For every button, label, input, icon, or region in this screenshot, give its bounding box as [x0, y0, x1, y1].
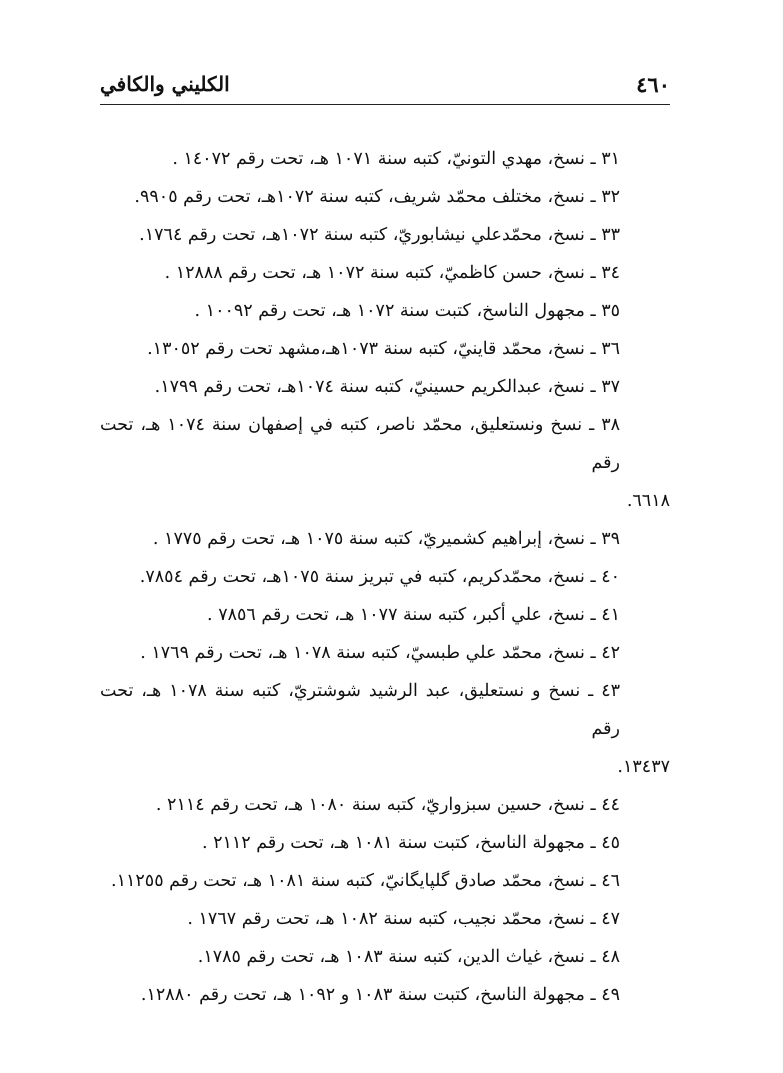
list-item: ٣١ ـ نسخ، مهدي التونيّ، كتبه سنة ١٠٧١ هـ، تحت رقم ١٤٠٧٢ . [172, 149, 620, 169]
running-title: الكليني والكافي [100, 72, 230, 96]
header-divider [100, 104, 670, 105]
list-item: ٣٩ ـ نسخ، إبراهيم كشميريّ، كتبه سنة ١٠٧٥ هـ، تحت رقم ١٧٧٥ . [152, 529, 620, 549]
list-item: ٤٨ ـ نسخ، غياث الدين، كتبه سنة ١٠٨٣ هـ، تحت رقم ١٧٨٥. [197, 947, 620, 967]
list-item: ٣٢ ـ نسخ، مختلف محمّد شريف، كتبه سنة ١٠٧٢هـ، تحت رقم ٩٩٠٥. [134, 187, 620, 207]
list-item: ٣٣ ـ نسخ، محمّدعلي نيشابوريّ، كتبه سنة ١٠٧٢هـ، تحت رقم ١٧٦٤. [139, 225, 620, 245]
list-item: ٤٩ ـ مجهولة الناسخ، كتبت سنة ١٠٨٣ و ١٠٩٢ هـ، تحت رقم ١٢٨٨٠. [140, 985, 620, 1005]
list-item [100, 406, 670, 520]
list-item-continuation: ١٣٤٣٧. [617, 757, 670, 777]
list-item [100, 672, 670, 786]
list-item-continuation: ٦٦١٨. [626, 491, 670, 511]
list-item: ٣٤ ـ نسخ، حسن كاظميّ، كتبه سنة ١٠٧٢ هـ، تحت رقم ١٢٨٨٨ . [164, 263, 620, 283]
list-item: ٤٥ ـ مجهولة الناسخ، كتبت سنة ١٠٨١ هـ، تحت رقم ٢١١٢ . [201, 833, 620, 853]
list-item: ٣٧ ـ نسخ، عبدالكريم حسينيّ، كتبه سنة ١٠٧٤هـ، تحت رقم ١٧٩٩. [154, 377, 620, 397]
list-item: ٤١ ـ نسخ، علي أكبر، كتبه سنة ١٠٧٧ هـ، تحت رقم ٧٨٥٦ . [207, 605, 620, 625]
list-item: ٣٦ ـ نسخ، محمّد قاينيّ، كتبه سنة ١٠٧٣هـ،مشهد تحت رقم ١٣٠٥٢. [147, 339, 620, 359]
list-item: ٤٠ ـ نسخ، محمّدكريم، كتبه في تبريز سنة ١٠٧٥هـ، تحت رقم ٧٨٥٤. [139, 567, 620, 587]
list-item: ٤٧ ـ نسخ، محمّد نجيب، كتبه سنة ١٠٨٢ هـ، تحت رقم ١٧٦٧ . [187, 909, 620, 929]
page-number: ٤٦٠ [636, 72, 670, 97]
list-item: ٣٥ ـ مجهول الناسخ، كتبت سنة ١٠٧٢ هـ، تحت رقم ١٠٠٩٢ . [194, 301, 620, 321]
page-header [100, 68, 670, 100]
list-item-line: ٣٨ ـ نسخ ونستعليق، محمّد ناصر، كتبه في إصفهان سنة ١٠٧٤ هـ، تحت رقم [100, 415, 620, 473]
manuscript-list [100, 140, 670, 1014]
list-item: ٤٢ ـ نسخ، محمّد علي طبسيّ، كتبه سنة ١٠٧٨ هـ، تحت رقم ١٧٦٩ . [140, 643, 620, 663]
list-item: ٤٦ ـ نسخ، محمّد صادق گلپايگانيّ، كتبه سنة ١٠٨١ هـ، تحت رقم ١١٢٥٥. [111, 871, 620, 891]
list-item: ٤٤ ـ نسخ، حسين سبزواريّ، كتبه سنة ١٠٨٠ هـ، تحت رقم ٢١١٤ . [155, 795, 620, 815]
list-item-line: ٤٣ ـ نسخ و نستعليق، عبد الرشيد شوشتريّ، كتبه سنة ١٠٧٨ هـ، تحت رقم [100, 681, 620, 739]
